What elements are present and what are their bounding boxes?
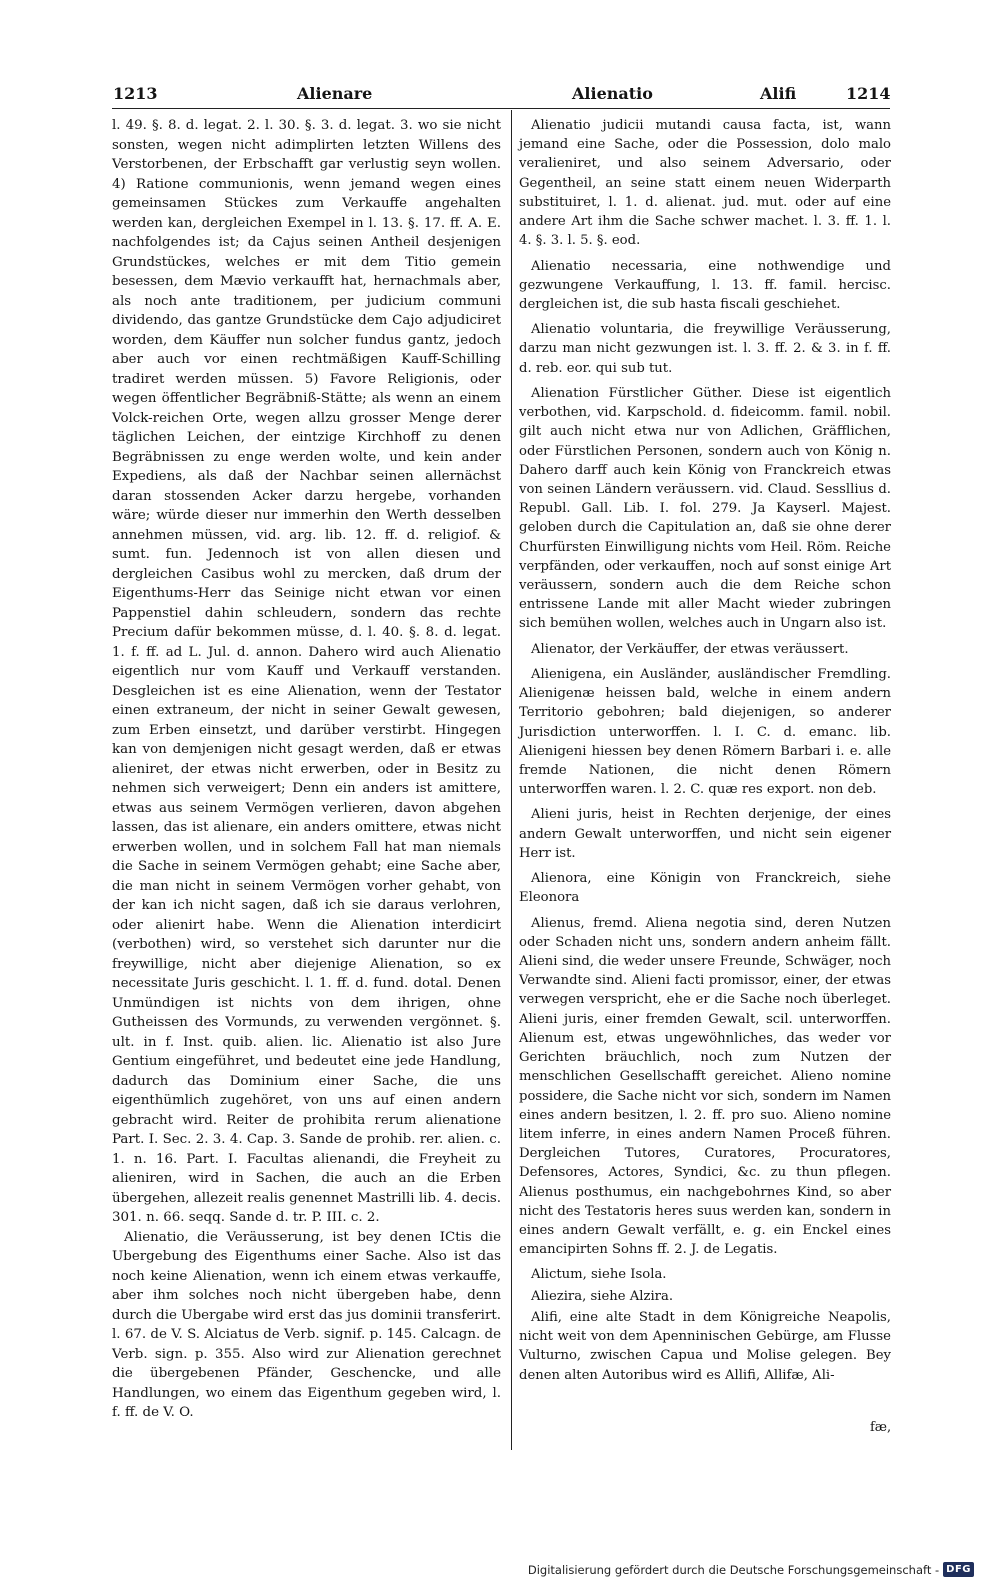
left-column bbox=[112, 116, 501, 1423]
dictionary-entry: Alictum, siehe Isola. bbox=[531, 1267, 667, 1283]
dictionary-entry: Alienatio necessaria, eine nothwendige und gezwungene Verkauffung, l. 13. ff. famil. hercisc. dergleichen ist, die sub hasta fiscali geschiehet. bbox=[519, 258, 891, 312]
left-paragraph: l. 49. §. 8. d. legat. 2. l. 30. §. 3. d. legat. 3. wo sie nicht sonsten, wegen nicht adimplirten letzten Willens des Verstorbenen, der Erbschafft gar verlustig seyn wollen. 4) Ratione communionis, wenn jemand wegen eines gemeinsamen Stückes zum Verkauffe angehalten werden kan, dergleichen Exempel in l. 13. §. 17. ff. A. E. nachfolgendes ist; da Cajus seinen Antheil desjenigen Grundstückes, welches er mit dem Titio gemein besessen, dem Mævio verkaufft hat, hernachmals aber, als noch ante traditionem, per judicium communi dividendo, das gantze Grundstücke dem Cajo adjudiciret worden, dem Käuffer nun solcher fundus gantz, jedoch aber auch vor einen rechtmäßigen Kauff-Schilling tradiret werden müssen. 5) Favore Religionis, oder wegen öffentlicher Begräbniß-Stätte; als wenn an einem Volck-reichen Orte, wegen allzu grosser Menge derer täglichen Leichen, der eintzige Kirchhoff zu denen Begräbnissen zu enge werden wolte, und kein ander Expediens, als daß der Nachbar seinen allernächst daran stossenden Acker darzu hergebe, vorhanden wäre; würde dieser nur immerhin den Werth desselben annehmen müssen, vid. arg. lib. 12. ff. d. religiof. & sumt. fun. Jedennoch ist von allen diesen und dergleichen Casibus wohl zu mercken, daß drum der Eigenthums-Herr das Seinige nicht etwan vor einen Pappenstiel dahin schleudern, sondern das rechte Precium dafür bekommen müsse, d. l. 40. §. 8. d. legat. 1. f. ff. ad L. Jul. d. annon. Dahero wird auch Alienatio eigentlich nur vom Kauff und Verkauff verstanden. Desgleichen ist es eine Alienation, wenn der Testator einen extraneum, der nicht in seiner Gewalt gewesen, zum Erben einsetzt, und darüber verstirbt. Hingegen kan von demjenigen nicht gesagt werden, daß er etwas alieniret, der etwas nicht erwerben, oder in Besitz zu nehmen sich verweigert; Denn ein anders ist amittere, etwas aus seinem Vermögen verlieren, davon abgehen lassen, das ist alienare, ein anders omittere, etwas nicht erwerben wollen, und in solchem Fall hat man niemals die Sache in seinem Vermögen gehabt; eine Sache aber, die man nicht in seinem Vermögen vorher gehabt, von der kan ich nicht sagen, daß ich sie daraus verlohren, oder alienirt habe. Wenn die Alienation interdicirt (verbothen) wird, so verstehet sich darunter nur die freywillige, nicht aber diejenige Alienation, so ex necessitate Juris geschicht. l. 1. ff. d. fund. dotal. Denen Unmündigen ist nichts von dem ihrigen, ohne Gutheissen des Vormunds, zu verwenden vergönnet. §. ult. in f. Inst. quib. alien. lic. Alienatio ist also Jure Gentium eingeführet, und bedeutet eine jede Handlung, dadurch das Dominium einer Sache, die uns eigenthümlich zugehöret, von uns auf einen andern gebracht wird. Reiter de prohibita rerum alienatione Part. I. Sec. 2. 3. 4. Cap. 3. Sande de prohib. rer. alien. c. 1. n. 16. Part. I. Facultas alienandi, die Freyheit zu alieniren, wird in Sachen, die auch an die Erben übergehen, allezeit realis genennet Mastrilli lib. 4. decis. 301. n. 66. seqq. Sande d. tr. P. III. c. 2. bbox=[112, 118, 501, 1225]
headword-far-right: Alifi bbox=[760, 84, 797, 103]
headword-right: Alienatio bbox=[572, 84, 653, 103]
page-number-right: 1214 bbox=[846, 84, 891, 103]
dictionary-entry: Alienation Fürstlicher Güther. Diese ist eigentlich verbothen, vid. Karpschold. d. fideicomm. famil. nobil. gilt auch nicht etwa nur von Adlichen, Gräfflichen, oder Fürstlichen Personen, sondern auch von König n. Dahero darff auch kein König von Franckreich etwas von seinen Ländern veräussern. vid. Claud. Sessllius d. Republ. Gall. Lib. I. fol. 279. Ja Kayserl. Majest. geloben durch die Capitulation an, daß sie ohne derer Churfürsten Einwilligung nichts vom Heil. Röm. Reiche verpfänden, oder verkauffen, noch auf sonst einige Art veräussern, sondern auch die dem Reiche schon entrissene Lande mit aller Macht wieder zubringen sich bemühen wollen, welches auch in Ungarn also ist. bbox=[519, 385, 891, 632]
dictionary-entry: Alienator, der Verkäuffer, der etwas veräussert. bbox=[531, 641, 849, 657]
dictionary-entry: Alieni juris, heist in Rechten derjenige, der eines andern Gewalt unterworffen, und nicht sein eigener Herr ist. bbox=[519, 807, 891, 861]
dictionary-entry: Aliezira, siehe Alzira. bbox=[531, 1288, 674, 1304]
dfg-logo: DFG bbox=[943, 1562, 974, 1577]
dictionary-entry: Alienatio voluntaria, die freywillige Veräusserung, darzu man nicht gezwungen ist. l. 3. ff. 2. & 3. in f. ff. d. reb. eor. qui sub tut. bbox=[519, 322, 891, 376]
catchword: fæ, bbox=[870, 1420, 892, 1435]
dictionary-entry: Alienigena, ein Ausländer, ausländischer Fremdling. Alienigenæ heissen bald, welche in einem andern Territorio gebohren; bald diejenigen, so anderer Jurisdiction unterworffen. l. I. C. d. emanc. lib. Alienigeni hiessen bey denen Römern Barbari i. e. alle fremde Nationen, die nicht denen Römern unterworffen waren. l. 2. C. quæ res export. non deb. bbox=[519, 666, 891, 798]
right-column bbox=[519, 116, 891, 1391]
footer-credit-text: Digitalisierung gefördert durch die Deutsche Forschungsgemeinschaft - bbox=[527, 1562, 940, 1577]
dictionary-entry: Alienus, fremd. Aliena negotia sind, deren Nutzen oder Schaden nicht uns, sondern andern anheim fällt. Alieni sind, die weder unsere Freunde, Schwäger, noch Verwandte sind. Alieni facti promissor, einer, der etwas verwegen verspricht, ehe er die Sache noch überleget. Alieni juris, einer fremden Gewalt, scil. unterworffen. Alienum est, etwas ungewöhnliches, das weder vor Gerichten bräuchlich, noch zum Nutzen der menschlichen Gesellschafft gereichet. Alieno nomine possidere, die Sache nicht vor sich, sondern im Namen eines andern besitzen, l. 2. ff. pro suo. Alieno nomine litem inferre, in eines andern Namen Proceß führen. Dergleichen Tutores, Curatores, Procuratores, Defensores, Actores, Syndici, &c. zu thun pflegen. Alienus posthumus, ein nachgebohrnes Kind, so aber nicht des Testatoris heres suus werden kan, sondern in eines andern Gewalt verfällt, e. g. ein Enckel eines emancipirten Sohns ff. 2. J. de Legatis. bbox=[519, 915, 891, 1258]
dictionary-entry: Alienora, eine Königin von Franckreich, siehe Eleonora bbox=[519, 871, 891, 906]
column-divider bbox=[511, 110, 512, 1450]
dictionary-entry: Alienatio judicii mutandi causa facta, ist, wann jemand eine Sache, oder die Possession, dolo malo veralieniret, und also seinem Adversario, oder Gegentheil, an seine statt einem neuen Widerparth substituiret, l. 1. d. alienat. jud. mut. oder auf eine andere Art ihm die Sache schwer machet. l. 3. ff. 1. l. 4. §. 3. l. 5. §. eod. bbox=[519, 118, 891, 249]
headword-left: Alienare bbox=[297, 84, 373, 103]
dictionary-entry: Alifi, eine alte Stadt in dem Königreiche Neapolis, nicht weit von dem Apenninischen Gebürge, am Flusse Vulturno, zwischen Capua und Molise gelegen. Bey denen alten Autoribus wird es Allifi, Allifæ, Ali- bbox=[519, 1309, 891, 1383]
left-paragraph: Alienatio, die Veräusserung, ist bey denen ICtis die Ubergebung des Eigenthums einer Sache. Also ist das noch keine Alienation, wenn ich einem etwas verkauffe, aber ihm solches noch nicht übergeben habe, denn durch die Ubergabe wird erst das jus dominii transferirt. l. 67. de V. S. Alciatus de Verb. signif. p. 145. Calcagn. de Verb. sign. p. 355. Also wird zur Alienation gerechnet die übergebenen Pfänder, Geschencke, und alle Handlungen, wo einem das Eigenthum gegeben wird, l. f. ff. de V. O. bbox=[112, 1229, 501, 1420]
header-rule bbox=[112, 108, 890, 109]
page-number-left: 1213 bbox=[113, 84, 158, 103]
footer-credit bbox=[528, 1562, 974, 1577]
